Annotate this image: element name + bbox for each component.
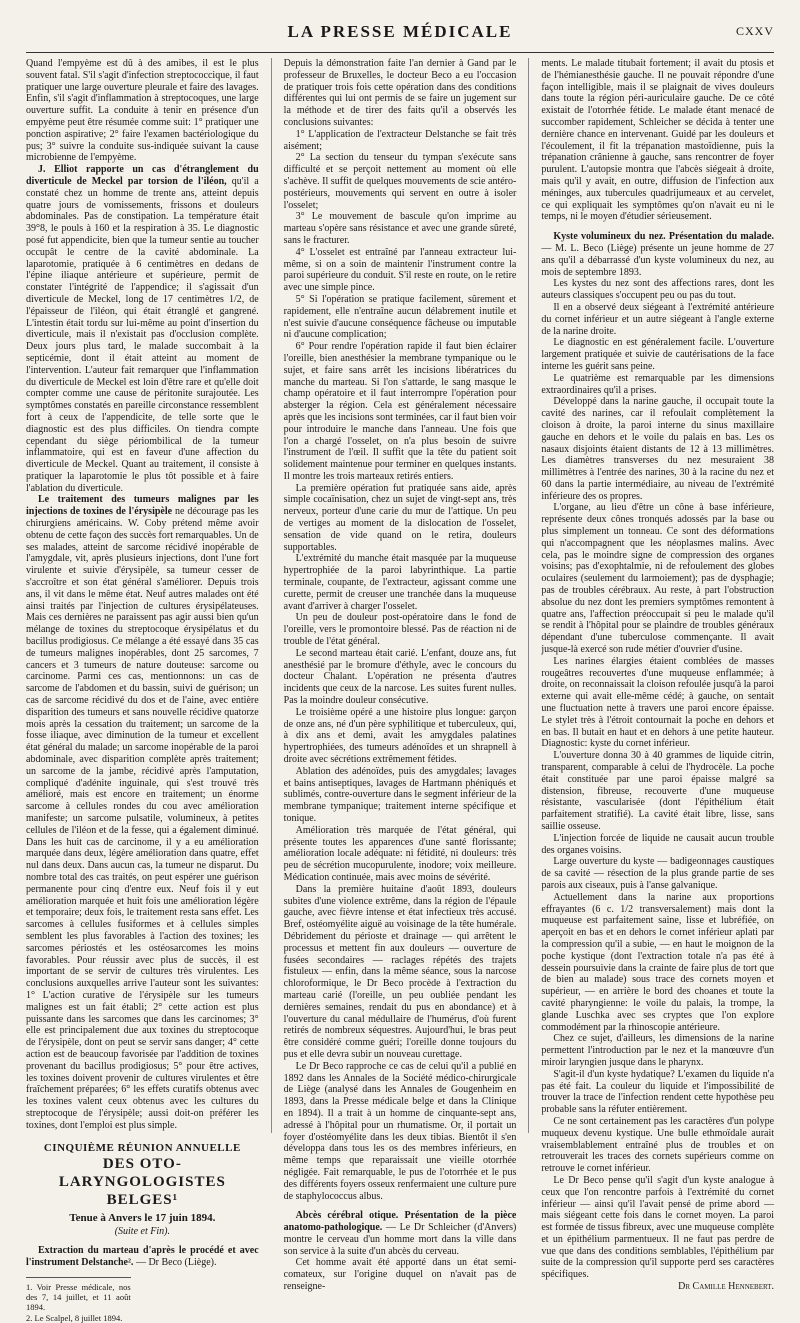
paragraph: ments. Le malade titubait fortement; il avait du ptosis et de l'hémianesthésie gauche. Il ne pouvait répondre d'une façon intelligible, mais il se plaignait de vives douleurs dans toute la région péri-auriculaire gauche. De ce côté existait de l'otorrhée fétide. Le malade étant menacé de succomber rapidement, Schleicher se décida à tenter une dernière chance en intervenant. Guidé par les douleurs et l'écoulement, il fit la trépanation mastoïdienne, puis la trépanation crânienne à gauche, sans rencontrer de foyer purulent. L'autopsie montra que l'abcès siégeait à droite, mais qu'il y avait, en outre, diffusion de l'infection aux méninges, aux tubercules quadrijumeaux et au cervelet, ce qui expliquait les symptômes qu'on n'avait eu ni le temps, ni le moyen d'étudier sérieusement. xyxy=(541,58,775,223)
paragraph: 6° Pour rendre l'opération rapide il faut bien éclairer l'oreille, bien anesthésier la membrane tympanique ou le sujet, et faire sans arrêt les incisions libératrices du manche du marteau. Si l'on s'attarde, le sang masque le champ opératoire et il faut interrompre l'opération pour absterger la région. Cela est généralement nécessaire après que les incisions sont terminées, car il faut bien voir pour introduire le manche dans l'anneau. Une fois que l'on a chargé l'osselet, on n'a plus besoin de suivre l'instrument de l'œil. Il suffit que la tête du patient soit solidement maintenue pour terminer en quelques instants. Il montre les trois marteaux retirés entiers. xyxy=(283,341,517,482)
article-text: — M. L. Beco (Liège) présente un jeune homme de 27 ans qu'il a débarrassé d'un kyste volumineux du nez, au mois de septembre 1893. xyxy=(541,242,775,278)
paragraph: L'extrémité du manche était masquée par la muqueuse hypertrophiée de la paroi labyrinthique. La partie terminale, coupante, de l'extracteur, agissant comme une curette, permit de creuser une tranchée dans la muqueuse avant d'arriver à charger l'osselet. xyxy=(283,553,517,612)
article-text: qu'il a constaté chez un homme de trente ans, atteint depuis quatre jours de vomissements, frissons et douleurs abdominales. Pas de constipation. La température était 39°8, le pouls à 160 et la respiration à 35. Le diagnostic posé fut appendicite, bien que la tumeur sentie au toucher occupât le centre de la cavité abdominale. La laparotomie, pratiquée à 6 centimètres en dedans de l'épine iliaque antérieure et supérieure, permit de constater l'intégrité de l'appendice; il s'agissait d'un diverticule de Meckel, long de 17 centimètres 1/2, de l'épaisseur de l'iléon, qui était étranglé et gangrené. L'intestin était tordu sur lui-même au point d'insertion du diverticule, mais il n'existait pas d'occlusion complète. Deux jours plus tard, le malade succombait à la septicémie, dont il était atteint au moment de l'intervention. L'auteur fait remarquer que l'inflammation du diverticule de Meckel est loin d'être rare et qu'elle doit compter comme une cause de péritonite surajoutée. Les symptômes constatés en pareille circonstance ressemblent fort à ceux de l'appendicite, de telle sorte que le diagnostic est des plus difficiles. On tiendra compte cependant du siège périombilical de la tumeur inflammatoire, qui est en faveur d'une affection du diverticule de Meckel. Quant au traitement, il consiste à pratiquer la laparotomie le plus tôt possible et à faire l'ablation du diverticule. xyxy=(26,175,259,494)
article-lead: J. Elliot rapporte un cas d'étranglement du diverticule de Meckel par torsion de l'iléon, xyxy=(26,164,259,187)
paragraph: Les kystes du nez sont des affections rares, dont les auteurs classiques s'occupent peu ou pas du tout. xyxy=(541,278,775,302)
paragraph: Le quatrième est remarquable par les dimensions extraordinaires qu'il a prises. xyxy=(541,372,775,396)
article-text: — Dr Beco (Liège). xyxy=(135,1257,217,1269)
header-rule xyxy=(26,52,774,53)
paragraph: Ce ne sont certainement pas les caractères d'un polype muqueux devenu kystique. Une bulle ethmoïdale aurait vraisemblablement entraîné plus de troubles et on retrouverait les traces des cornets supérieurs comme on retrouve le cornet inférieur. xyxy=(541,1115,775,1175)
column-1 xyxy=(26,58,259,1323)
page-header xyxy=(26,22,774,48)
paragraph: Chez ce sujet, d'ailleurs, les dimensions de la narine permettent l'introduction par le nez et la manœuvre d'un miroir laryngien jusque dans le pharynx. xyxy=(541,1033,775,1068)
paragraph: Dans la première huitaine d'août 1893, douleurs subites d'une violence extrême, dans la région de l'épaule gauche, avec fièvre intense et état infectieux très accusé. Bref, ostéomyélite aiguë au voisinage de la tête humérale. Débridement du périoste et drainage — qui arrêtent le processus et mettent fin aux douleurs — ouverture de fusées secondaires — raclages répétés des trajets fistuleux — enfin, dans la même séance, sous la narcose chloroformique, le Dr Beco procède à l'extraction du marteau carié (l'oreille, un peu oubliée pendant les dernières semaines, rendait du pus en abondance) et à l'ouverture du canal médullaire de l'humérus, d'où furent retirés de nombreux séquestres. Aujourd'hui, le bras peut être considéré comme guéri; l'oreille donne toujours du pus et elle devra subir un nouveau curettage. xyxy=(283,883,517,1060)
paragraph: Depuis la démonstration faite l'an dernier à Gand par le professeur de Bruxelles, le docteur Beco a eu l'occasion de pratiquer trois fois cette opération dans des conditions différentes qui lui ont permis de se faire un jugement sur la méthode et de tirer des faits qu'il a observés les conclusions suivantes: xyxy=(283,58,517,128)
footnote: 2. Le Scalpel, 8 juillet 1894. xyxy=(26,1312,123,1323)
paragraph: Le Dr Beco pense qu'il s'agit d'un kyste analogue à ceux que l'on rencontre parfois à l'extrémité du cornet inférieur — ainsi qu'il l'avait pensé de prime abord — mais siégeant cette fois dans le cornet moyen. La paroi est formée de tissus fibreux, avec une muqueuse complète et un épithélium parmentueux. Il ne faut pas perdre de vue que dans des conditions semblables, l'épithélium par suite de la compression qu'il supporte perd ses caractères spécifiques. xyxy=(541,1174,775,1281)
congress-subtitle: CINQUIÈME RÉUNION ANNUELLE xyxy=(43,1141,241,1154)
paragraph: 1° L'application de l'extracteur Delstanche se fait très aisément; xyxy=(283,128,517,152)
congress-date: Tenue à Anvers le 17 juin 1894. xyxy=(69,1211,216,1224)
paragraph: La première opération fut pratiquée sans aide, après simple cocaïnisation, chez un sujet de vingt-sept ans, très nerveux, porteur d'une carie du mur de l'attique. Un peu de vertiges au moment de la dislocation de l'osselet, sensation de vide quand on le retira, douleurs supportables. xyxy=(283,482,517,553)
paragraph: Ablation des adénoïdes, puis des amygdales; lavages et bains antiseptiques, lavages de Hartmann phéniqués et sublimés, contre-ouverture dans le segment inférieur de la membrane tympanique; traitement interne spécifique et tonique. xyxy=(283,765,517,824)
article-lead: Abcès cérébral otique. Présentation de la pièce anatomo-pathologique. xyxy=(283,1210,517,1234)
column-2 xyxy=(283,58,517,1293)
paragraph: 4° L'osselet est entraîné par l'anneau extracteur lui-même, si on a soin de maintenir l'instrument contre la paroi supérieure du conduit. S'il reste en route, on le retire avec une simple pince. xyxy=(283,246,517,294)
paragraph: Amélioration très marquée de l'état général, qui présente toutes les apparences d'une santé florissante; amélioration locale adéquate: ni fétidité, ni douleurs: très peu de sécrétion mucopurulente, inodore; voix meilleure. Médication continuée, mais avec moins de sévérité. xyxy=(283,824,517,883)
journal-title: LA PRESSE MÉDICALE xyxy=(287,22,513,41)
paragraph: L'ouverture donna 30 à 40 grammes de liquide citrin, transparent, comparable à celui de l'hydrocèle. La poche était constituée par une paroi épaisse malgré sa distension, fibreuse, recouverte d'une muqueuse résistante, vascularisée (dont l'épithélium était parfaitement stratifié). La cavité était libre, lisse, sans saillie osseuse. xyxy=(541,750,775,832)
columns xyxy=(26,58,775,1323)
author-signature: Dr Camille Hennebert. xyxy=(678,1281,775,1293)
page-number: CXXV xyxy=(735,24,774,38)
column-divider xyxy=(271,58,272,1133)
paragraph: Le diagnostic en est généralement facile. L'ouverture largement pratiquée et suivie de cautérisations de la face interne les guérit sans peine. xyxy=(541,337,775,372)
congress-note: (Suite et Fin). xyxy=(114,1225,170,1237)
paragraph: 3° Le mouvement de bascule qu'on imprime au marteau s'opère sans résistance et avec une grande sûreté, sans le fracturer. xyxy=(283,211,517,246)
paragraph xyxy=(26,1245,259,1269)
paragraph: L'organe, au lieu d'être un cône à base inférieure, représente deux cônes tronqués adossés par la base ou plus simplement un tonneau. Ce sont des déformations qui n'accompagnent que les néoplasmes malins. Avec cela, pas le moindre signe de compression des organes voisins; pas d'exophtalmie, ni de refoulement des globes oculaires (seulement du larmoiement); pas de dysphagie; pas de troubles cérébraux. Au reste, à part l'obstruction absolue du nez dont les premiers symptômes remontent à quatre ans, l'affection préoccupait si peu le malade qu'il se rendit à l'hôpital pour se plaindre de troubles généraux dépendant d'une tuberculose commençante. Il avait jusque-là exercé son rude métier d'ouvrier d'usine. xyxy=(541,502,775,656)
paragraph: Cet homme avait été apporté dans un état semi-comateux, sur l'origine duquel on n'avait pas de renseigne- xyxy=(283,1257,517,1293)
paragraph xyxy=(26,164,259,494)
paragraph: Un peu de douleur post-opératoire dans le fond de l'oreille, vers le promontoire blessé. Pas de réaction ni de trouble de l'état général. xyxy=(283,612,517,648)
paragraph: Quand l'empyème est dû à des amibes, il est le plus souvent fatal. S'il s'agit d'infection streptococcique, il faut pratiquer une large ouverture pleurale et faire des lavages. Enfin, s'il s'agit d'inflammation à streptocoques, une large ouverture suffit. La conduite à tenir en présence d'un empyème peut être résumée comme suit: 1° pratiquer une ponction aspirative; 2° faire l'examen bactériologique du pus; 3° suivre la conduite sus-indiquée suivant la cause microbienne de l'empyème. xyxy=(26,58,259,164)
column-3 xyxy=(541,58,775,1293)
paragraph: S'agit-il d'un kyste hydatique? L'examen du liquide n'a pas été fait. La couleur du liquide et l'impossibilité de trouver la trace de l'infection rendent cette hypothèse peu probable sans la réfuter entièrement. xyxy=(541,1068,775,1116)
article-text: ne décourage pas les chirurgiens américains. W. Coby prétend même avoir obtenu de cette façon des succès fort remarquables. Un de ses malades, atteint de sarcome récidivé inopérable de l'amygdale, vit, après plusieurs injections, dont l'une fort virulente et suivie d'érysipèle, sa tumeur cesser de s'accroître et son état général s'améliorer. Depuis trois ans, il vit dans le même état. Neuf autres malades ont été ainsi traités par l'injection de cultures érysipélateuses. Mais ces dernières ne paraissent pas agir aussi bien qu'un mélange de toxines du streptocoque érysipélatus et du bacillus prodigiosus. Ce mélange a été essayé dans 35 cas de tumeurs malignes inopérables, dont 25 sarcomes, 7 cancers et 3 tumeurs de nature douteuse: sarcome ou carcinome. Parmi ces cas, mentionnons: un cas de sarcome de l'abdomen et du bassin, suivi de guérison; un cas de sarcome récidivé du dos et de l'aine, avec entière disparition des tumeurs et sans nouvelle récidive quatorze mois après la cessation du traitement; un sarcome de la fosse iliaque, avec diminution de la tumeur et excellent état général du malade; un sarcome inopérable de la paroi abdominale, avec disparition complète après traitement; un sarcome de la jambe, récidivé après l'amputation, compliqué d'adénite inguinale, qui s'est trouvé très amélioré, mais est encore en traitement; un énorme sarcome à cellules rondes du cou avec amélioration manifeste; un sarcome pulsatile, volumineux, à petites cellules de l'iléon et de la fesse, qui a également diminué. Dans les huit cas de carcinome, il y a eu amélioration marquée dans deux, légère amélioration dans quatre, effet nul dans deux. Dans aucun cas, la tumeur ne disparut. Du nombre total des cas traités, on peut espérer une guérison permanente pour cinq d'entre eux. Neuf fois il y eut amélioration marquée et huit fois une amélioration légère et temporaire; deux fois, le traitement resta sans effet. Les sarcomes à cellules fusiformes et à cellules simples semblent les plus favorables à l'action des toxines; les sarcomes périostés et les ostéosarcomes les moins favorables. Pour réussir avec plus de succès, il est important de se servir de cultures très virulentes. Les conclusions auxquelles arrive l'auteur sont les suivantes: 1° L'action curative de l'érysipèle sur les tumeurs malignes est un fait établi; 2° cette action est plus puissante dans les sarcomes que dans les carcinomes; 3° elle est principalement due aux toxines du streptocoque de l'érysipèle, dont on peut se servir sans danger; 4° cette action est de beaucoup favorisée par l'addition de toxines provenant du bacillus prodigiosus; 5° pour être actives, les toxines doivent provenir de cultures virulentes et être fraîchement préparées; 6° les effets curatifs obtenus avec les toxines valent ceux obtenus avec les cultures du streptocoque de l'érysipèle; aussi doit-on préférer les toxines, dont l'emploi est plus simple. xyxy=(26,506,259,1131)
paragraph: Il en a observé deux siégeant à l'extrémité antérieure du cornet inférieur et un autre siégeant à l'angle externe de la narine droite. xyxy=(541,301,775,337)
paragraph xyxy=(284,1210,517,1257)
article-lead: Kyste volumineux du nez. Présentation du malade. xyxy=(553,231,775,243)
paragraph: L'injection forcée de liquide ne causait aucun trouble des organes voisins. xyxy=(541,832,775,856)
congress-title: DES OTO-LARYNGOLOGISTES BELGES¹ xyxy=(58,1156,226,1208)
paragraph: 2° La section du tenseur du tympan s'exécute sans difficulté et se perçoit nettement au moment où elle s'achève. Il suffit de quelques mouvements de scie antéro-postérieurs, mouvements qui servent en outre à isoler l'osselet; xyxy=(283,152,517,211)
paragraph: Développé dans la narine gauche, il occupait toute la cavité des narines, car il refoulait complètement la cloison à droite, la paroi interne du sinus maxillaire gauche en dehors et le voile du palais en bas. Les os nasaux disjoints étaient distants de 12 à 13 millimètres. Les diamètres transverses du nez mesuraient 38 millimètres à l'entrée des narines, 30 à la racine du nez et 60 dans la partie intermédiaire, au niveau de l'extrémité inférieure des os propres. xyxy=(541,396,775,502)
article-lead: Le traitement des tumeurs malignes par les injections de toxines de l'érysipèle xyxy=(26,494,259,518)
paragraph: Les narines élargies étaient comblées de masses rougeâtres recouvertes d'une muqueuse enflammée; à droite, on reconnaissait la cloison refoulée jusqu'à la paroi externe qui avait elle-même cédé; à gauche, on sentait une fluctuation nette à travers une paroi encore épaisse. Le stylet très à l'étroit contournait la poche en dehors et en bas. Il butait en haut et en dehors à une petite hauteur. Diagnostic: kyste du cornet inférieur. xyxy=(541,655,775,750)
footnotes xyxy=(26,1277,131,1323)
paragraph: Le Dr Beco rapproche ce cas de celui qu'il a publié en 1892 dans les Annales de la Société médico-chirurgicale de Liège (analysé dans les Annales de Gougenheim en 1893, dans la Presse médicale belge et dans la Clinique en 1894). Il a trait à un homme de cinquante-sept ans, adressé à l'hôpital pour un rhumatisme. Or, il portait un foyer d'ostéomyélite dans les deux tibias. Bientôt il s'en développa dans tous les os des membres inférieurs, en même temps que reparaissait une vieille otorrhée négligée. Fait remarquable, le pus de l'otorrhée et le pus des différents foyers osseux renfermaient une culture pure de staphylococcus albus. xyxy=(283,1060,517,1202)
footnote: 1. Voir Presse médicale, nos des 7, 14 juillet, et 11 août 1894. xyxy=(26,1281,131,1312)
column-divider xyxy=(528,58,529,1133)
paragraph: Le troisième opéré a une histoire plus longue: garçon de onze ans, né d'un père syphilitique et tuberculeux, qui, à dix ans et demi, avait les amygdales palatines hypertrophiées, des tumeurs adénoïdes et un shrapnell à droite avec sécrétions extrêmement fétides. xyxy=(283,706,517,766)
paragraph xyxy=(26,494,259,1131)
paragraph: Large ouverture du kyste — badigeonnages caustiques de sa cavité — résection de la plus grande partie de ses parois aux ciseaux, puis à l'anse galvanique. xyxy=(541,856,775,891)
paragraph: Le second marteau était carié. L'enfant, douze ans, fut anesthésié par le bromure d'éthyle, avec le concours du docteur Chalant. L'opération ne présenta d'autres incidents que ceux de la narcose. Les suites furent nulles. Pas la moindre douleur consécutive. xyxy=(283,647,517,707)
paragraph: 5° Si l'opération se pratique facilement, sûrement et rapidement, elle n'entraîne aucun délabrement inutile et n'est suivie d'aucune conséquence fâcheuse ou imputable ni d'aucune complication; xyxy=(283,293,517,341)
congress-heading xyxy=(26,1142,259,1238)
article-text: — Le Dr Schleicher (d'Anvers) montre le cerveau d'un homme mort dans la ville dans son service à la suite d'un abcès du cerveau. xyxy=(283,1222,517,1257)
paragraph xyxy=(541,231,774,278)
paragraph: Actuellement dans la narine aux proportions effrayantes (6 c. 1/2 transversalement) mais dont la muqueuse est parfaitement saine, lisse et lubréfiée, on aperçoit en bas et en dehors le cornet inférieur aplati par la compression qu'il a subie, — en haut le moignon de la poche kystique (dont l'extraction totale n'a pas été à dessein poursuivie dans la crainte de faire plus de tort que de bien au malade) sous trace des cornets moyen et supérieur, — en arrière le bord des choanes et toute la cavité pharyngienne: le voile du palais, la trompe, la glande Luschka avec ses cryptes que l'on explore commodément par la rhinoscopie antérieure. xyxy=(541,891,775,1033)
article-lead: Extraction du marteau d'après le procédé et avec l'instrument Delstanche². xyxy=(26,1245,259,1269)
